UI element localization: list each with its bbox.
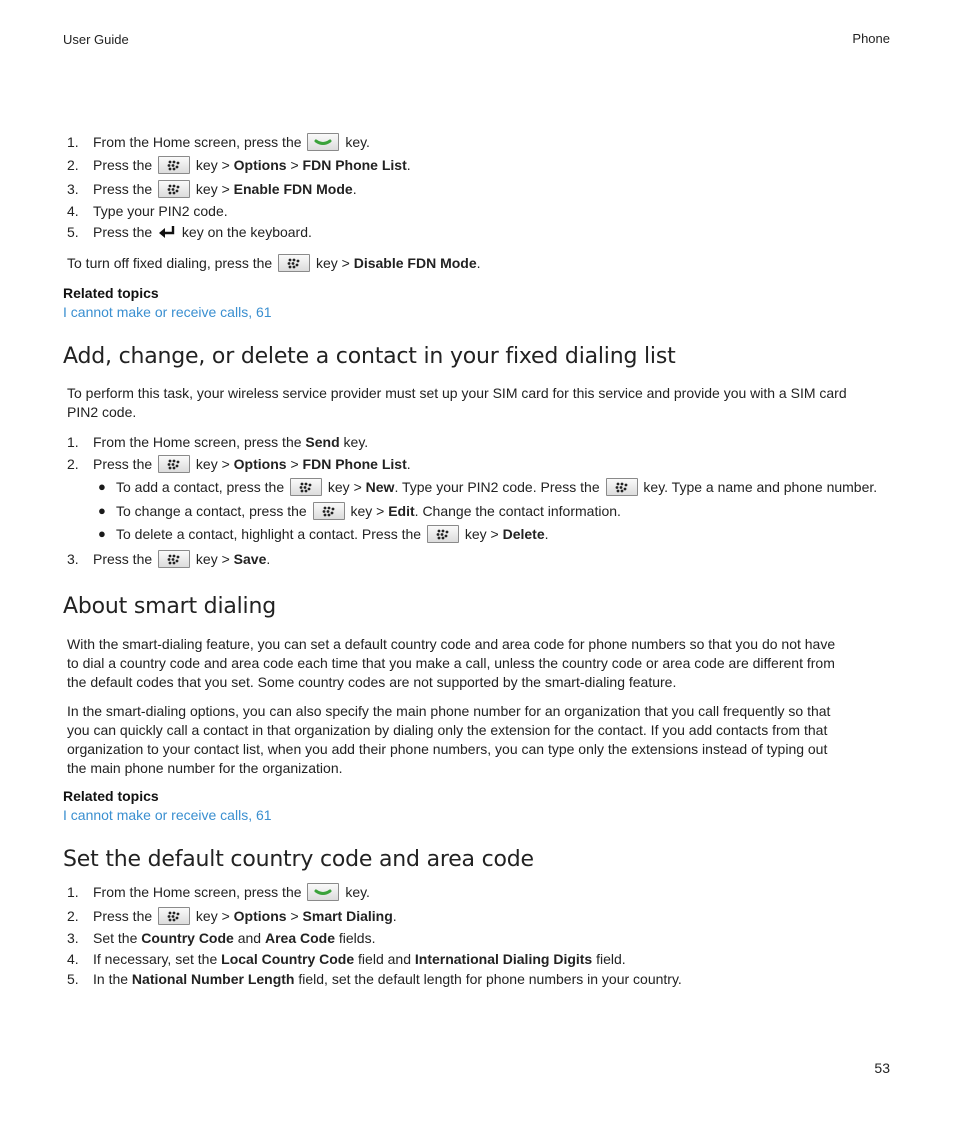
step-text-part: To change a contact, press the (116, 503, 307, 519)
step-text-part: key > (327, 479, 362, 495)
key-name: Send (305, 434, 340, 450)
step-text-part: key on the keyboard. (181, 224, 312, 240)
step-text-part: Press the (93, 224, 153, 240)
field-name: Country Code (141, 930, 234, 946)
menu-option: Options (233, 456, 287, 472)
step-text-part: key > (195, 157, 230, 173)
step-text-part: From the Home screen, press the (93, 434, 302, 450)
related-topic-link[interactable]: I cannot make or receive calls, 61 (63, 807, 272, 823)
menu-option: New (365, 479, 395, 495)
step-text (93, 134, 370, 151)
paragraph (67, 702, 897, 778)
step-text-part: . (406, 157, 411, 173)
step-number: 2. (67, 908, 79, 924)
step-text-part: . (352, 181, 357, 197)
paragraph-line: In the smart-dialing options, you can also specify the main phone number for an organization that you call frequently so that (67, 703, 831, 719)
menu-option: Delete (502, 526, 545, 542)
step-text-part: Press the (93, 181, 153, 197)
step-text-part: . Type your PIN2 code. Press the (394, 479, 600, 495)
menu-option: Enable FDN Mode (233, 181, 353, 197)
step-number: 3. (67, 930, 79, 946)
step-number: 2. (67, 157, 79, 173)
field-name: Area Code (264, 930, 335, 946)
related-topic-link[interactable]: I cannot make or receive calls, 61 (63, 304, 272, 320)
related-topics-label: Related topics (63, 285, 159, 301)
step-text-part: Press the (93, 157, 153, 173)
menu-key-icon (158, 180, 190, 198)
menu-option: Smart Dialing (302, 908, 393, 924)
step-text-part: > (290, 157, 299, 173)
field-name: International Dialing Digits (414, 951, 593, 967)
header-right: Phone (852, 31, 890, 46)
step-text-part: To add a contact, press the (116, 479, 285, 495)
step-number: 3. (67, 181, 79, 197)
step-text-part: field, set the default length for phone numbers in your country. (298, 971, 682, 987)
enter-key-icon (157, 224, 177, 240)
step-number: 3. (67, 551, 79, 567)
intro-line: PIN2 code. (67, 404, 137, 420)
menu-key-icon (158, 455, 190, 473)
step-number: 1. (67, 884, 79, 900)
menu-key-icon (606, 478, 638, 496)
menu-key-icon (427, 525, 459, 543)
step-text (93, 551, 270, 568)
menu-key-icon (158, 156, 190, 174)
bullet-text (116, 526, 549, 543)
step-text-part: and (237, 930, 262, 946)
section-heading: Add, change, or delete a contact in your fixed dialing list (63, 344, 676, 369)
step-text (93, 456, 411, 473)
intro-line: To perform this task, your wireless service provider must set up your SIM card for this service and provide you with a SIM card (67, 385, 847, 401)
step-text-part: If necessary, set the (93, 951, 218, 967)
field-name: National Number Length (131, 971, 295, 987)
menu-option: Disable FDN Mode (353, 255, 477, 271)
step-text-part: key > (350, 503, 385, 519)
turn-off-instruction (67, 255, 481, 272)
menu-option: Options (233, 908, 287, 924)
page-number: 53 (874, 1060, 890, 1076)
step-text (93, 971, 682, 987)
menu-key-icon (158, 550, 190, 568)
step-text (93, 224, 312, 240)
step-text-part: key > (315, 255, 350, 271)
step-number: 5. (67, 971, 79, 987)
step-text-part: . (476, 255, 481, 271)
menu-key-icon (278, 254, 310, 272)
paragraph-line: to dial a country code and area code each time that you make a call, unless the country code or area code are different from (67, 655, 835, 671)
step-number: 1. (67, 434, 79, 450)
step-number: 5. (67, 224, 79, 240)
step-text-part: key > (195, 908, 230, 924)
paragraph-line: With the smart-dialing feature, you can set a default country code and area code for phone numbers so that you do not have (67, 636, 836, 652)
step-text-part: . Change the contact information. (414, 503, 621, 519)
step-number: 4. (67, 203, 79, 219)
step-text-part: Press the (93, 551, 153, 567)
paragraph-line: you can quickly call a contact in that organization by dialing only the extension for the contact. If you add contacts from that (67, 722, 828, 738)
send-key-icon (307, 883, 339, 901)
paragraph-line: the main phone number for the organization. (67, 760, 343, 776)
paragraph-line: organization to your contact list, when you add their phone numbers, you can type only the extensions instead of typing out (67, 741, 828, 757)
step-text-part: key. Type a name and phone number. (643, 479, 878, 495)
step-text (93, 908, 397, 925)
step-text-part: key. (345, 884, 370, 900)
step-number: 1. (67, 134, 79, 150)
menu-option: Save (233, 551, 267, 567)
step-text-part: > (290, 908, 299, 924)
field-name: Local Country Code (221, 951, 355, 967)
step-text-part: From the Home screen, press the (93, 884, 302, 900)
step-text (93, 884, 370, 901)
step-text-part: From the Home screen, press the (93, 134, 302, 150)
step-text (93, 434, 368, 450)
step-text-part: . (392, 908, 397, 924)
section-intro (67, 384, 897, 422)
step-text-part: field. (596, 951, 626, 967)
step-text (93, 951, 626, 967)
step-number: 4. (67, 951, 79, 967)
step-text-part: . (544, 526, 549, 542)
step-text-part: key. (345, 134, 370, 150)
menu-option: Options (233, 157, 287, 173)
bullet-text (116, 479, 877, 496)
section-heading: About smart dialing (63, 594, 276, 619)
step-text-part: key > (195, 456, 230, 472)
related-topics-label: Related topics (63, 788, 159, 804)
menu-option: FDN Phone List (302, 157, 407, 173)
menu-option: Edit (388, 503, 415, 519)
step-text (93, 181, 357, 198)
menu-key-icon (158, 907, 190, 925)
step-text-part: Press the (93, 908, 153, 924)
menu-key-icon (290, 478, 322, 496)
send-key-icon (307, 133, 339, 151)
bullet-icon: ● (98, 526, 106, 541)
step-text (93, 157, 411, 174)
step-text-part: In the (93, 971, 129, 987)
step-text-part: To delete a contact, highlight a contact. Press the (116, 526, 422, 542)
step-text: Type your PIN2 code. (93, 203, 228, 219)
step-text-part: key. (343, 434, 369, 450)
menu-key-icon (313, 502, 345, 520)
step-text-part: fields. (338, 930, 376, 946)
step-text-part: key > (464, 526, 499, 542)
header-left: User Guide (63, 32, 129, 47)
step-text-part: Set the (93, 930, 138, 946)
step-text-part: . (406, 456, 411, 472)
step-text-part: To turn off fixed dialing, press the (67, 255, 273, 271)
step-text-part: . (266, 551, 271, 567)
step-number: 2. (67, 456, 79, 472)
paragraph-line: the default codes that you set. Some country codes are not supported by the smart-dialing feature. (67, 674, 677, 690)
step-text-part: field and (358, 951, 411, 967)
step-text-part: key > (195, 551, 230, 567)
menu-option: FDN Phone List (302, 456, 407, 472)
bullet-icon: ● (98, 479, 106, 494)
paragraph (67, 635, 897, 692)
step-text-part: Press the (93, 456, 153, 472)
section-heading: Set the default country code and area code (63, 847, 534, 872)
step-text-part: key > (195, 181, 230, 197)
bullet-text (116, 503, 621, 520)
bullet-icon: ● (98, 503, 106, 518)
step-text-part: > (290, 456, 299, 472)
step-text (93, 930, 375, 946)
